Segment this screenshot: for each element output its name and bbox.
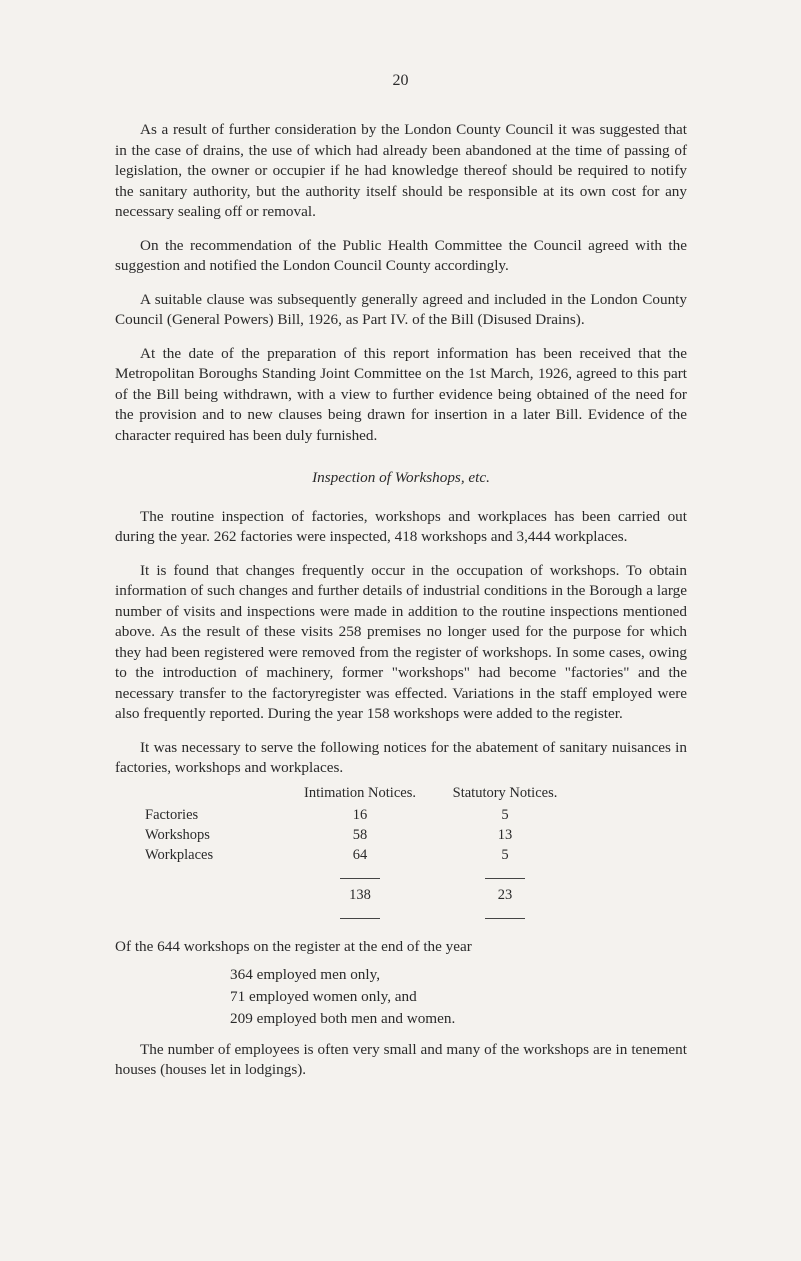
section-heading: Inspection of Workshops, etc. bbox=[312, 469, 490, 486]
table-header: Statutory Notices. bbox=[452, 784, 558, 801]
total-rule bbox=[485, 918, 525, 919]
paragraph: It is found that changes frequently occur in the occupation of workshops. To obtain information of such changes and further details of industrial conditions in the Borough a large number of visits and inspections were made in addition to the routine inspections mentioned above. As the result of these visits 258 premises no longer used for the purpose for which they had been registered were removed from the register of workshops. In some cases, owing to the introduction of machinery, former "workshops" had become "factories" and the necessary transfer to the factoryregister was effected. Variations in the staff employed were also frequently reported. During the year 158 workshops were added to the register. bbox=[115, 561, 687, 722]
paragraph: On the recommendation of the Public Health Committee the Council agreed with the suggestion and notified the London Council County accordingly. bbox=[115, 236, 687, 274]
table-row bbox=[145, 845, 575, 865]
paragraph: At the date of the preparation of this report information has been received that the Metropolitan Boroughs Standing Joint Committee on the 1st March, 1926, agreed to this part of the Bill being withdrawn, with a view to further evidence being obtained of the need for the provision and to new clauses being drawn for insertion in a later Bill. Evidence of the character required has been duly furnished. bbox=[115, 344, 687, 444]
sum-rule bbox=[340, 878, 380, 879]
list-item: 209 employed both men and women. bbox=[230, 1009, 456, 1027]
document-body bbox=[115, 120, 687, 1094]
list-item: 364 employed men only, bbox=[230, 965, 381, 983]
table-cell: 64 bbox=[352, 847, 368, 863]
table-cell: 16 bbox=[352, 807, 368, 823]
paragraph: As a result of further consideration by the London County Council it was suggested that in the case of drains, the use of which had already been abandoned at the time of passing of legislation, the owner or occupier if he had knowledge thereof should be required to notify the sanitary authority, but the authority itself should be responsible at its own cost for any necessary sealing off or removal. bbox=[115, 121, 687, 220]
table-cell: 5 bbox=[501, 807, 509, 823]
table-header: Intimation Notices. bbox=[304, 784, 416, 801]
page-number: 20 bbox=[392, 72, 409, 89]
paragraph: The routine inspection of factories, workshops and workplaces has been carried out during the year. 262 factories were inspected, 418 workshops and 3,444 workplaces. bbox=[115, 507, 687, 545]
total-statutory: 23 bbox=[497, 887, 513, 903]
workshops-list bbox=[115, 964, 687, 1030]
workshops-intro: Of the 644 workshops on the register at the end of the year bbox=[115, 938, 472, 955]
table-row bbox=[145, 825, 575, 845]
closing-paragraph: The number of employees is often very small and many of the workshops are in tenement houses (houses let in lodgings). bbox=[115, 1040, 687, 1078]
table-rule-row bbox=[145, 865, 575, 885]
table-cell: 58 bbox=[352, 827, 368, 843]
paragraph: It was necessary to serve the following notices for the abatement of sanitary nuisances in factories, workshops and workplaces. bbox=[115, 738, 687, 776]
table-total-row bbox=[145, 885, 575, 905]
table-row bbox=[145, 805, 575, 825]
table-cell: 5 bbox=[501, 847, 509, 863]
table-cell: Factories bbox=[145, 807, 199, 823]
table-header-row bbox=[145, 783, 575, 806]
notices-table bbox=[145, 783, 575, 926]
table-cell: 13 bbox=[497, 827, 513, 843]
table-rule-row bbox=[145, 905, 575, 925]
total-intimation: 138 bbox=[349, 887, 371, 903]
sum-rule bbox=[485, 878, 525, 879]
paragraph: A suitable clause was subsequently generally agreed and included in the London County Council (General Powers) Bill, 1926, as Part IV. of the Bill (Disused Drains). bbox=[115, 290, 687, 328]
table-header bbox=[145, 783, 285, 806]
total-rule bbox=[340, 918, 380, 919]
list-item: 71 employed women only, and bbox=[230, 987, 417, 1005]
table-cell: Workplaces bbox=[145, 847, 214, 863]
table-cell: Workshops bbox=[145, 827, 210, 843]
